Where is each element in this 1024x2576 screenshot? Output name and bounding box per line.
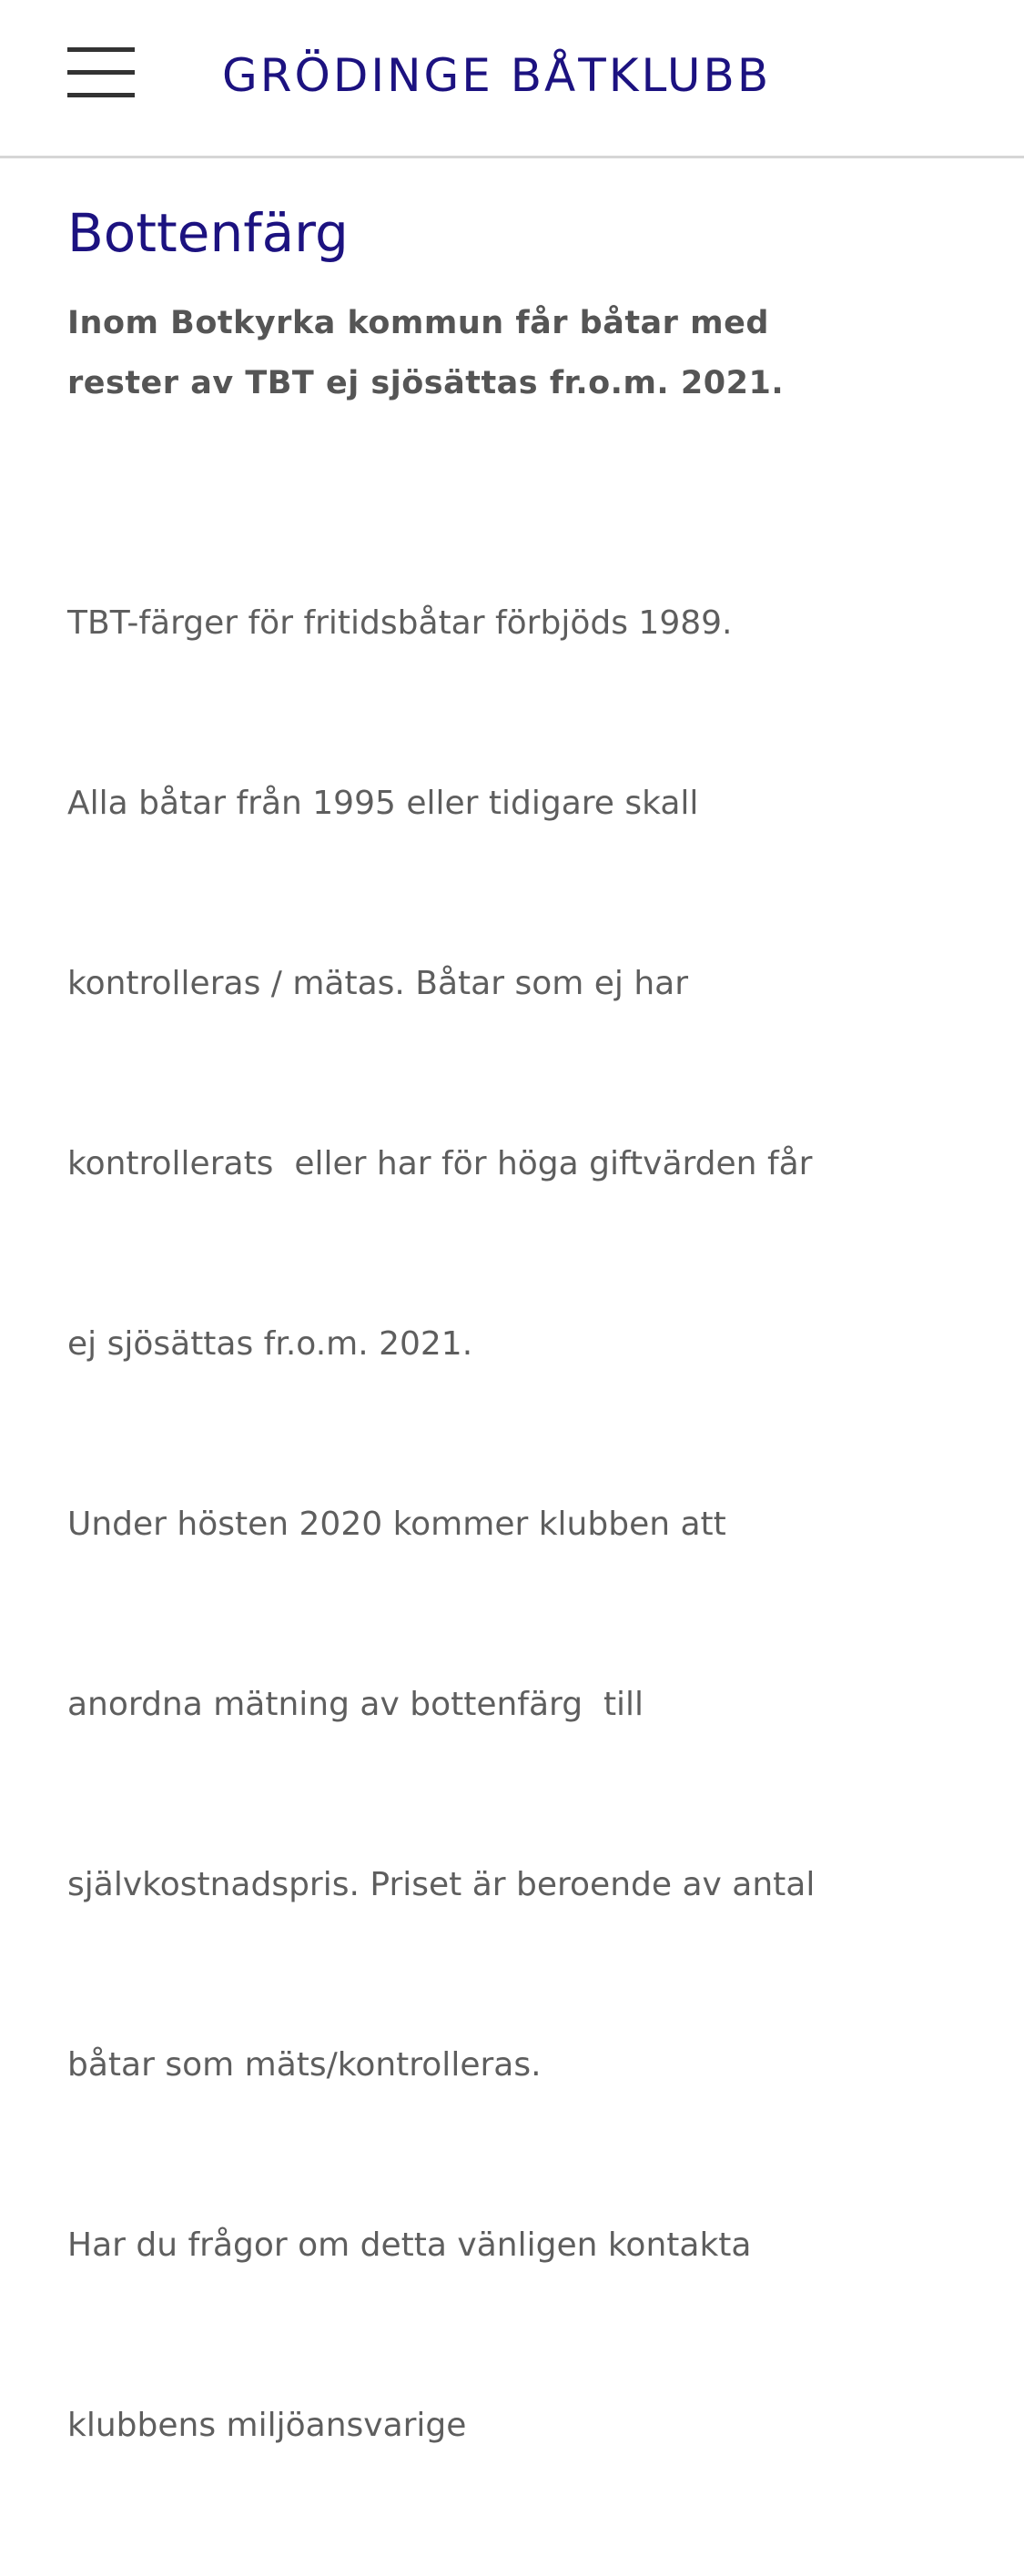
body-line: TBT-färger för fritidsbåtar förbjöds 1989. [67, 604, 733, 642]
body-line: Under hösten 2020 kommer klubben att [67, 1506, 726, 1543]
body-line: självkostnadspris. Priset är beroende av antal [67, 1866, 816, 1903]
page-title: Bottenfärg [67, 202, 349, 264]
lead-paragraph [67, 293, 968, 413]
hamburger-menu-icon[interactable] [67, 47, 135, 100]
menu-bar-bottom [67, 93, 135, 97]
body-line: anordna mätning av bottenfärg till [67, 1686, 644, 1723]
body-line: Har du frågor om detta vänligen kontakta [67, 2226, 752, 2264]
body-line: båtar som mäts/kontrolleras. [67, 2046, 542, 2084]
menu-bar-middle [67, 70, 135, 75]
body-line: kontrolleras / mätas. Båtar som ej har [67, 965, 689, 1002]
site-header [0, 0, 1024, 158]
lead-line: Inom Botkyrka kommun får båtar med [67, 305, 769, 341]
menu-bar-top [67, 47, 135, 52]
body-line: ej sjösättas fr.o.m. 2021. [67, 1325, 473, 1363]
site-title-link[interactable]: GRÖDINGE BÅTKLUBB [222, 49, 772, 102]
body-line: klubbens miljöansvarige [67, 2407, 467, 2444]
lead-line: rester av TBT ej sjösättas fr.o.m. 2021. [67, 365, 785, 401]
body-line: Alla båtar från 1995 eller tidigare skall [67, 785, 699, 822]
body-paragraph [67, 473, 978, 2576]
body-line: kontrollerats eller har för höga giftvärden får [67, 1145, 813, 1182]
